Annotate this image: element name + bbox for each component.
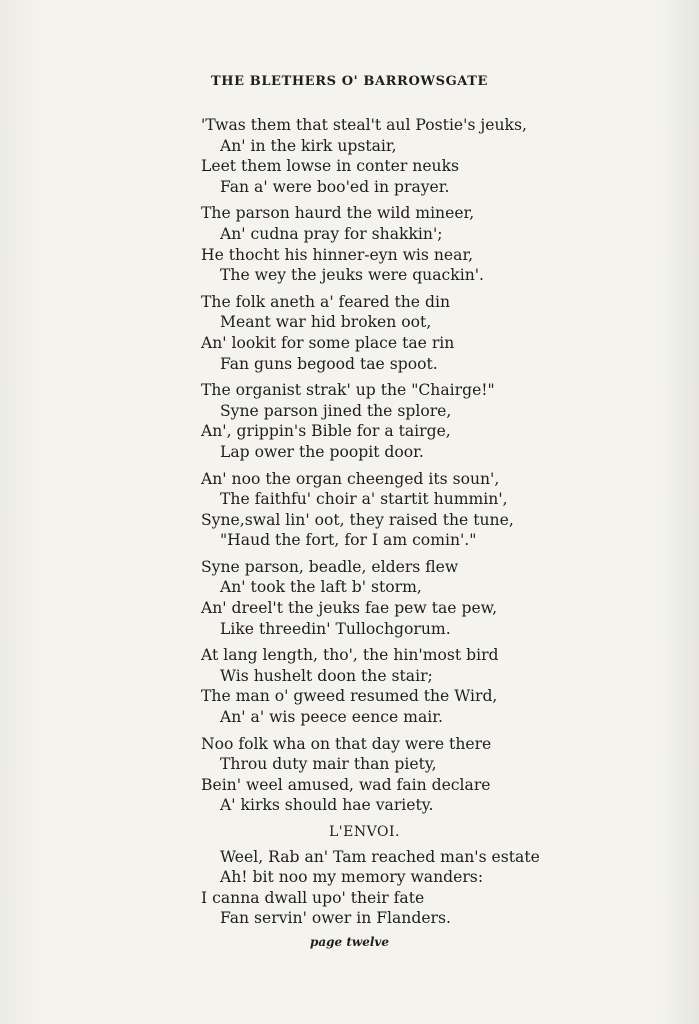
poem-line: A' kirks should hae variety. (220, 796, 434, 815)
stanza (201, 645, 621, 727)
poem-line: Leet them lowse in conter neuks (201, 157, 460, 176)
page-title: THE BLETHERS O' BARROWSGATE (210, 74, 489, 89)
poem-line: Syne,swal lin' oot, they raised the tune, (201, 510, 514, 529)
poem-line: "Haud the fort, for I am comin'." (220, 531, 477, 550)
poem-line: 'Twas them that steal't aul Postie's jeuks, (201, 116, 527, 134)
poem-line: An' lookit for some place tae rin (201, 333, 455, 352)
poem-line: Weel, Rab an' Tam reached man's estate (220, 847, 540, 866)
poem-line: An' in the kirk upstair, (220, 136, 397, 155)
poem-line: The faithfu' choir a' startit hummin', (220, 490, 508, 509)
poem-line: An', grippin's Bible for a tairge, (201, 422, 451, 441)
poem-line: Lap ower the poopit door. (220, 442, 424, 461)
poem-line: The man o' gweed resumed the Wird, (201, 687, 498, 706)
poem-line: Syne parson, beadle, elders flew (201, 557, 459, 576)
stanza (201, 292, 621, 374)
stanza (201, 115, 621, 197)
poem-line: Noo folk wha on that day were there (201, 734, 492, 753)
poem-line: The wey the jeuks were quackin'. (220, 266, 484, 285)
poem-line: Syne parson jined the splore, (220, 401, 452, 420)
poem-line: Like threedin' Tullochgorum. (220, 619, 451, 638)
poem-line: Bein' weel amused, wad fain declare (201, 775, 491, 794)
page-number: page twelve (309, 935, 390, 949)
stanza (201, 557, 621, 639)
stanza (201, 469, 621, 551)
poem-line: Fan servin' ower in Flanders. (220, 909, 451, 928)
poem-line: Meant war hid broken oot, (220, 313, 432, 332)
poem-line: Ah! bit noo my memory wanders: (220, 868, 484, 887)
poem-line: He thocht his hinner-eyn wis near, (201, 245, 474, 264)
poem-line: An' a' wis peece eence mair. (220, 708, 443, 727)
poem-line: An' cudna pray for shakkin'; (220, 224, 443, 243)
poem-line: At lang length, tho', the hin'most bird (201, 646, 499, 665)
poem-line: Throu duty mair than piety, (220, 755, 437, 774)
envoi-stanza (201, 847, 621, 929)
poem-line: Fan guns begood tae spoot. (220, 354, 438, 373)
poem-line: The parson haurd the wild mineer, (201, 204, 475, 223)
poem-line: I canna dwall upo' their fate (201, 888, 425, 907)
envoi-heading: L'ENVOI. (329, 824, 400, 840)
poem-line: The folk aneth a' feared the din (201, 292, 450, 311)
poem-line: An' dreel't the jeuks fae pew tae pew, (201, 599, 498, 618)
poem-line: Fan a' were boo'ed in prayer. (220, 177, 450, 196)
poem-line: Wis hushelt doon the stair; (220, 666, 433, 685)
stanza (201, 734, 621, 816)
poem (201, 115, 621, 935)
poem-line: An' took the laft b' storm, (220, 578, 422, 597)
poem-line: The organist strak' up the "Chairge!" (201, 381, 495, 400)
stanza (201, 380, 621, 462)
stanza (201, 203, 621, 285)
poem-line: An' noo the organ cheenged its soun', (201, 469, 500, 488)
